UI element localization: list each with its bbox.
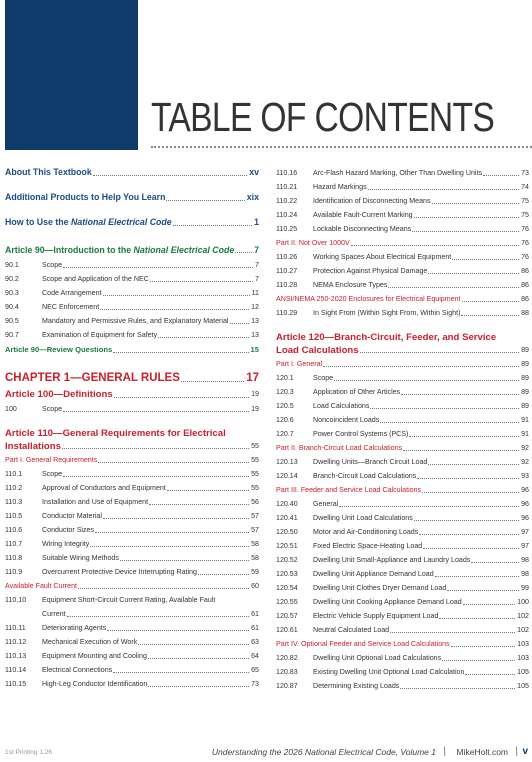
toc-entry[interactable] [5, 537, 259, 551]
toc-part-4-optional[interactable] [276, 637, 529, 651]
toc-entry-number: 110.11 [5, 624, 26, 632]
toc-entry-number: 110.29 [276, 309, 298, 317]
toc-entry[interactable] [276, 306, 529, 320]
toc-entry-page: 7 [255, 261, 259, 269]
toc-entry-label: High-Leg Conductor Identification [42, 680, 148, 688]
toc-entry-page: 17 [246, 372, 259, 384]
toc-entry-label: Motor and Air-Conditioning Loads [313, 528, 419, 536]
title-rule [151, 146, 532, 148]
toc-entry[interactable] [276, 278, 529, 292]
toc-entry-label: Article 90—Review Questions [5, 345, 113, 354]
toc-entry-page: 55 [251, 442, 259, 450]
toc-entry-page: 99 [521, 584, 529, 592]
toc-entry-page: 96 [521, 486, 529, 494]
toc-entry-number: 110.5 [5, 512, 23, 520]
toc-entry[interactable] [276, 567, 529, 581]
toc-entry-page: 89 [521, 360, 529, 368]
toc-entry-page: 58 [251, 540, 259, 548]
toc-entry-label: Dwelling Unit Small-Appliance and Laundry Loads [313, 556, 471, 564]
toc-entry-label: Neutral Calculated Load [313, 626, 390, 634]
toc-article-110-items [5, 467, 259, 579]
toc-entry-number: 110.27 [276, 267, 298, 275]
toc-entry-number: 120.13 [276, 458, 298, 466]
toc-entry-label: Part III. Feeder and Service Load Calculations [276, 486, 422, 494]
toc-entry-number: 90.7 [5, 331, 19, 339]
toc-entry-number: 120.3 [276, 388, 294, 396]
toc-entry-page: 55 [251, 470, 259, 478]
toc-entry-page: 91 [521, 430, 529, 438]
toc-entry-label: Branch-Circuit Load Calculations [313, 472, 417, 480]
toc-entry-label-line2: Installations [5, 441, 61, 452]
toc-entry-label-line1: Article 110—General Requirements for Electrical [5, 428, 226, 439]
toc-entry[interactable] [276, 497, 529, 511]
toc-entry-label: Dwelling Unit Clothes Dryer Demand Load [313, 584, 447, 592]
toc-entry[interactable] [5, 402, 259, 416]
toc-entry[interactable] [276, 194, 529, 208]
toc-entry[interactable] [5, 258, 259, 272]
toc-entry-page: 13 [251, 331, 259, 339]
toc-left-column [5, 164, 259, 691]
toc-entry-number: 120.7 [276, 430, 294, 438]
toc-entry-label: Dwelling Unit Appliance Demand Load [313, 570, 434, 578]
toc-right-column [276, 166, 529, 693]
toc-entry-label: ANSI/NEMA 250-2020 Enclosures for Electrical Equipment [276, 295, 461, 303]
toc-entry-label: NEC Enforcement [42, 303, 100, 311]
toc-entry-label: Article 90—Introduction to the National Electrical Code [5, 245, 235, 255]
toc-entry-label: Installation and Use of Equipment [42, 498, 149, 506]
toc-entry-label: Wiring Integrity [42, 540, 90, 548]
toc-entry-label: Hazard Markings [313, 183, 367, 191]
toc-entry-label: Power Control Systems (PCS) [313, 430, 409, 438]
toc-entry-label: Dwelling Unit Cooking Appliance Demand Load [313, 598, 462, 606]
page-title: TABLE OF CONTENTS [151, 94, 495, 140]
toc-entry[interactable] [5, 272, 259, 286]
toc-entry-page: 92 [521, 444, 529, 452]
toc-entry[interactable] [5, 663, 259, 677]
toc-entry-label: Arc-Flash Hazard Marking, Other Than Dwelling Units [313, 169, 482, 177]
toc-entry-label: Determining Existing Loads [313, 682, 400, 690]
toc-entry-label: How to Use the National Electrical Code [5, 217, 172, 227]
toc-part-2-branch-circuit[interactable] [276, 441, 529, 455]
toc-article-120-items-2 [276, 455, 529, 483]
toc-entry[interactable] [276, 222, 529, 236]
toc-entry-label: Article 100—Definitions [5, 389, 113, 400]
toc-entry-additional[interactable] [5, 189, 259, 206]
toc-entry-number: 120.1 [276, 374, 294, 382]
toc-entry-page: 12 [251, 303, 259, 311]
toc-entry-label: Examination of Equipment for Safety [42, 331, 158, 339]
toc-entry-page: 60 [251, 582, 259, 590]
toc-entry[interactable] [5, 649, 259, 663]
toc-entry-label: Equipment Mounting and Cooling [42, 652, 147, 660]
toc-entry-label: Suitable Wiring Methods [42, 554, 119, 562]
toc-part-2-not-over-1000v[interactable] [276, 236, 529, 250]
toc-entry-label: Scope and Application of the NEC [42, 275, 149, 283]
toc-entry-page: xix [246, 192, 259, 202]
toc-entry[interactable] [5, 467, 259, 481]
toc-entry-label: Code Arrangement [42, 289, 102, 297]
toc-entry-page: 76 [521, 239, 529, 247]
toc-entry-label: Electrical Connections [42, 666, 113, 674]
toc-entry-label: Existing Dwelling Unit Optional Load Calculation [313, 668, 465, 676]
toc-entry-number: 110.14 [5, 666, 27, 674]
toc-entry-number: 110.9 [5, 568, 23, 576]
toc-entry[interactable] [276, 250, 529, 264]
toc-entry-label: Mechanical Execution of Work [42, 638, 138, 646]
toc-entry-page: 86 [521, 267, 529, 275]
toc-entry[interactable] [276, 553, 529, 567]
toc-entry[interactable] [276, 371, 529, 385]
toc-entry-label: Part I. General Requirements [5, 456, 98, 464]
toc-article-120-items-3 [276, 497, 529, 637]
toc-entry-label: About This Textbook [5, 167, 92, 177]
toc-entry-page: 73 [521, 169, 529, 177]
toc-entry-page: 13 [251, 317, 259, 325]
toc-entry-label: Scope [42, 261, 63, 269]
toc-entry-label-line1: Article 120—Branch-Circuit, Feeder, and Service [276, 332, 497, 343]
toc-entry-number: 110.8 [5, 554, 23, 562]
toc-entry[interactable] [5, 621, 259, 635]
toc-part-3-feeder-service[interactable] [276, 483, 529, 497]
toc-entry-page: 89 [521, 374, 529, 382]
toc-entry-label: Available Fault-Current Marking [313, 211, 413, 219]
toc-entry-page: 64 [251, 652, 259, 660]
toc-entry[interactable] [5, 551, 259, 565]
toc-entry[interactable] [276, 525, 529, 539]
toc-entry[interactable] [276, 595, 529, 609]
toc-entry-number: 120.5 [276, 402, 294, 410]
toc-entry-label: Mandatory and Permissive Rules, and Explanatory Material [42, 317, 229, 325]
toc-entry-page: 57 [251, 526, 259, 534]
toc-entry[interactable] [276, 469, 529, 483]
toc-entry[interactable] [276, 539, 529, 553]
toc-entry-label: Fixed Electric Space-Heating Load [313, 542, 423, 550]
toc-entry[interactable] [276, 180, 529, 194]
toc-entry-page: 105 [517, 682, 529, 690]
toc-article-120[interactable] [276, 331, 529, 357]
toc-entry-label: Load Calculations [313, 402, 370, 410]
toc-entry-number: 120.6 [276, 416, 294, 424]
toc-entry-label-line2: Load Calculations [276, 345, 359, 356]
toc-entry-label: Identification of Disconnecting Means [313, 197, 431, 205]
toc-entry-label: Overcurrent Protective Device Interrupting Rating [42, 568, 197, 576]
toc-entry-label: General [313, 500, 339, 508]
toc-entry-page: 75 [521, 211, 529, 219]
toc-topic-fault-current[interactable] [5, 579, 259, 593]
toc-entry-number: 120.53 [276, 570, 298, 578]
toc-entry-number: 110.1 [5, 470, 23, 478]
printing-note: 1st Printing 1.26 [5, 749, 52, 756]
toc-article-90[interactable] [5, 242, 259, 258]
toc-chapter-1[interactable] [5, 369, 259, 387]
toc-entry-number: 120.14 [276, 472, 298, 480]
toc-entry-label: Working Spaces About Electrical Equipment [313, 253, 452, 261]
toc-article-110-items-4 [276, 250, 529, 292]
toc-entry[interactable] [276, 581, 529, 595]
toc-article-120-items-4 [276, 651, 529, 693]
toc-entry[interactable] [276, 511, 529, 525]
toc-entry-label: In Sight From (Within Sight From, Within Sight) [313, 309, 461, 317]
toc-entry-number: 120.54 [276, 584, 298, 592]
toc-entry-number: 110.13 [5, 652, 27, 660]
toc-entry-page: 86 [521, 281, 529, 289]
toc-entry-page: 96 [521, 500, 529, 508]
toc-entry-page: 73 [251, 680, 259, 688]
toc-entry-page: 7 [254, 245, 259, 255]
toc-entry-page: 103 [517, 640, 529, 648]
toc-entry-number: 110.7 [5, 540, 23, 548]
book-title: Understanding the 2026 National Electrical Code, Volume 1 [211, 747, 436, 757]
toc-entry[interactable] [276, 385, 529, 399]
toc-entry-page: 97 [521, 528, 529, 536]
toc-entry-page: 86 [521, 295, 529, 303]
toc-entry-number: 110.10 [5, 596, 27, 604]
page-number: v [522, 746, 528, 757]
toc-entry[interactable] [5, 565, 259, 579]
toc-entry-label: CHAPTER 1—GENERAL RULES [5, 372, 180, 384]
toc-entry[interactable] [5, 523, 259, 537]
toc-entry-label: Part I. General [276, 360, 323, 368]
toc-entry-page: 56 [251, 498, 259, 506]
toc-article-90-items [5, 258, 259, 342]
toc-entry[interactable] [5, 509, 259, 523]
toc-entry-page: 91 [521, 416, 529, 424]
toc-entry-label: Dwelling Unit Optional Load Calculations [313, 654, 442, 662]
toc-entry-page: 97 [521, 542, 529, 550]
toc-entry-label: Lockable Disconnecting Means [313, 225, 412, 233]
toc-entry-page: 11 [251, 289, 259, 297]
toc-entry-number: 120.82 [276, 654, 298, 662]
toc-article-110-items-3 [276, 166, 529, 236]
toc-entry-number: 110.25 [276, 225, 298, 233]
toc-entry-number: 120.87 [276, 682, 298, 690]
toc-entry-page: 105 [517, 668, 529, 676]
toc-entry[interactable] [5, 286, 259, 300]
toc-entry-page: 55 [251, 456, 259, 464]
toc-entry-number: 120.41 [276, 514, 298, 522]
toc-entry-page: 57 [251, 512, 259, 520]
toc-part-1-general[interactable] [276, 357, 529, 371]
toc-entry[interactable] [276, 679, 529, 693]
toc-entry-label: Additional Products to Help You Learn [5, 192, 166, 202]
toc-entry-page: 96 [521, 514, 529, 522]
toc-entry-number: 110.2 [5, 484, 23, 492]
toc-entry-label: Part II. Branch-Circuit Load Calculations [276, 444, 403, 452]
toc-entry-number: 90.5 [5, 317, 19, 325]
toc-entry-number: 90.1 [5, 261, 19, 269]
toc-entry-page: 89 [521, 388, 529, 396]
toc-entry-page: 74 [521, 183, 529, 191]
toc-entry-page: 19 [251, 405, 259, 413]
toc-entry[interactable] [276, 455, 529, 469]
toc-article-100[interactable] [5, 387, 259, 402]
toc-entry-page: 98 [521, 570, 529, 578]
toc-entry[interactable] [276, 623, 529, 637]
footer-separator: | [515, 746, 518, 757]
toc-entry-page: 75 [521, 197, 529, 205]
toc-entry-page: 76 [521, 253, 529, 261]
toc-entry-label: Scope [42, 405, 63, 413]
toc-entry-number: 110.16 [276, 169, 298, 177]
toc-entry-label: Protection Against Physical Damage [313, 267, 428, 275]
footer-separator: | [443, 746, 446, 757]
page-footer [5, 747, 532, 761]
toc-entry-label: Conductor Material [42, 512, 102, 520]
toc-entry-number: 120.40 [276, 500, 298, 508]
toc-entry-page: 61 [251, 610, 259, 618]
toc-entry[interactable] [5, 495, 259, 509]
toc-entry-number: 120.51 [276, 542, 298, 550]
toc-entry-page: xv [249, 167, 259, 177]
toc-entry-label: Equipment Short-Circuit Current Rating, Available Fault [42, 596, 216, 604]
toc-part-1-general[interactable] [5, 453, 259, 467]
toc-entry-label: Available Fault Current [5, 582, 78, 590]
toc-entry-page: 15 [250, 345, 259, 354]
toc-entry-page: 102 [517, 626, 529, 634]
toc-entry-page: 93 [521, 472, 529, 480]
toc-entry-number: 90.2 [5, 275, 19, 283]
toc-entry-label: Scope [313, 374, 334, 382]
toc-entry-number: 110.21 [276, 183, 298, 191]
toc-entry-number: 110.15 [5, 680, 27, 688]
toc-article-110-items-5 [276, 306, 529, 320]
toc-entry[interactable] [276, 399, 529, 413]
toc-entry-page: 19 [251, 390, 259, 398]
toc-entry-how-to[interactable] [5, 214, 259, 231]
toc-article-110[interactable] [5, 427, 259, 453]
toc-entry[interactable] [5, 481, 259, 495]
toc-article-120-items-1 [276, 371, 529, 441]
toc-entry-number: 120.61 [276, 626, 298, 634]
toc-entry-page: 76 [521, 225, 529, 233]
toc-entry-number: 110.26 [276, 253, 298, 261]
toc-entry-page: 92 [521, 458, 529, 466]
toc-entry-page: 89 [521, 346, 529, 354]
toc-entry-label: Part II. Not Over 1000V [276, 239, 350, 247]
toc-entry[interactable] [276, 166, 529, 180]
toc-entry-number: 90.3 [5, 289, 19, 297]
toc-entry-page: 103 [517, 654, 529, 662]
toc-entry-page: 55 [251, 484, 259, 492]
toc-entry-label: Noncoincident Loads [313, 416, 380, 424]
toc-entry-label: Dwelling Units—Branch Circuit Load [313, 458, 428, 466]
toc-entry[interactable] [276, 665, 529, 679]
toc-entry[interactable] [276, 427, 529, 441]
toc-entry[interactable] [276, 609, 529, 623]
toc-entry-label: Application of Other Articles [313, 388, 401, 396]
toc-entry-page: 7 [255, 275, 259, 283]
toc-entry[interactable] [276, 651, 529, 665]
toc-entry[interactable] [5, 635, 259, 649]
toc-entry-number: 120.52 [276, 556, 298, 564]
toc-article-90-review[interactable] [5, 342, 259, 358]
toc-entry-number: 100 [5, 405, 17, 413]
toc-article-110-items-2 [5, 621, 259, 691]
website-link[interactable]: MikeHolt.com [456, 747, 508, 757]
toc-entry-label: Scope [42, 470, 63, 478]
toc-entry-number: 120.57 [276, 612, 298, 620]
toc-entry-page: 65 [251, 666, 259, 674]
toc-entry-number: 120.50 [276, 528, 298, 536]
toc-entry-page: 63 [251, 638, 259, 646]
toc-entry-label: NEMA Enclosure Types [313, 281, 388, 289]
toc-entry-number: 90.4 [5, 303, 19, 311]
toc-entry-page: 61 [251, 624, 259, 632]
toc-entry-label: Part IV. Optional Feeder and Service Load Calculations [276, 640, 450, 648]
toc-entry-110-10[interactable] [5, 593, 259, 607]
toc-entry[interactable] [5, 677, 259, 691]
toc-entry-number: 110.28 [276, 281, 298, 289]
toc-entry-page: 102 [517, 612, 529, 620]
toc-entry[interactable] [5, 300, 259, 314]
toc-entry-label: Dwelling Unit Load Calculations [313, 514, 413, 522]
toc-entry-page: 59 [251, 568, 259, 576]
toc-entry-page: 58 [251, 554, 259, 562]
toc-entry-label: Approval of Conductors and Equipment [42, 484, 166, 492]
toc-entry-number: 120.55 [276, 598, 298, 606]
toc-entry-number: 110.3 [5, 498, 23, 506]
toc-entry-number: 110.24 [276, 211, 298, 219]
toc-entry-number: 110.6 [5, 526, 23, 534]
toc-entry-page: 88 [521, 309, 529, 317]
toc-entry[interactable] [276, 264, 529, 278]
toc-entry-page: 89 [521, 402, 529, 410]
toc-entry-page: 1 [254, 217, 259, 227]
header-color-block [5, 0, 138, 150]
toc-entry-number: 110.12 [5, 638, 27, 646]
toc-entry-label: Electric Vehicle Supply Equipment Load [313, 612, 439, 620]
toc-entry[interactable] [276, 413, 529, 427]
toc-entry-label: Deteriorating Agents [42, 624, 107, 632]
toc-entry[interactable] [276, 208, 529, 222]
toc-entry-label: Current [42, 610, 66, 618]
toc-entry[interactable] [5, 328, 259, 342]
toc-topic-ansi-nema[interactable] [276, 292, 529, 306]
toc-entry-label: Conductor Sizes [42, 526, 95, 534]
toc-entry-number: 120.83 [276, 668, 298, 676]
toc-entry-110-10-cont[interactable] [5, 607, 259, 621]
toc-article-100-items [5, 402, 259, 416]
toc-entry[interactable] [5, 314, 259, 328]
toc-entry-page: 98 [521, 556, 529, 564]
toc-entry-number: 110.22 [276, 197, 298, 205]
toc-entry-page: 100 [517, 598, 529, 606]
toc-entry-about[interactable] [5, 164, 259, 181]
